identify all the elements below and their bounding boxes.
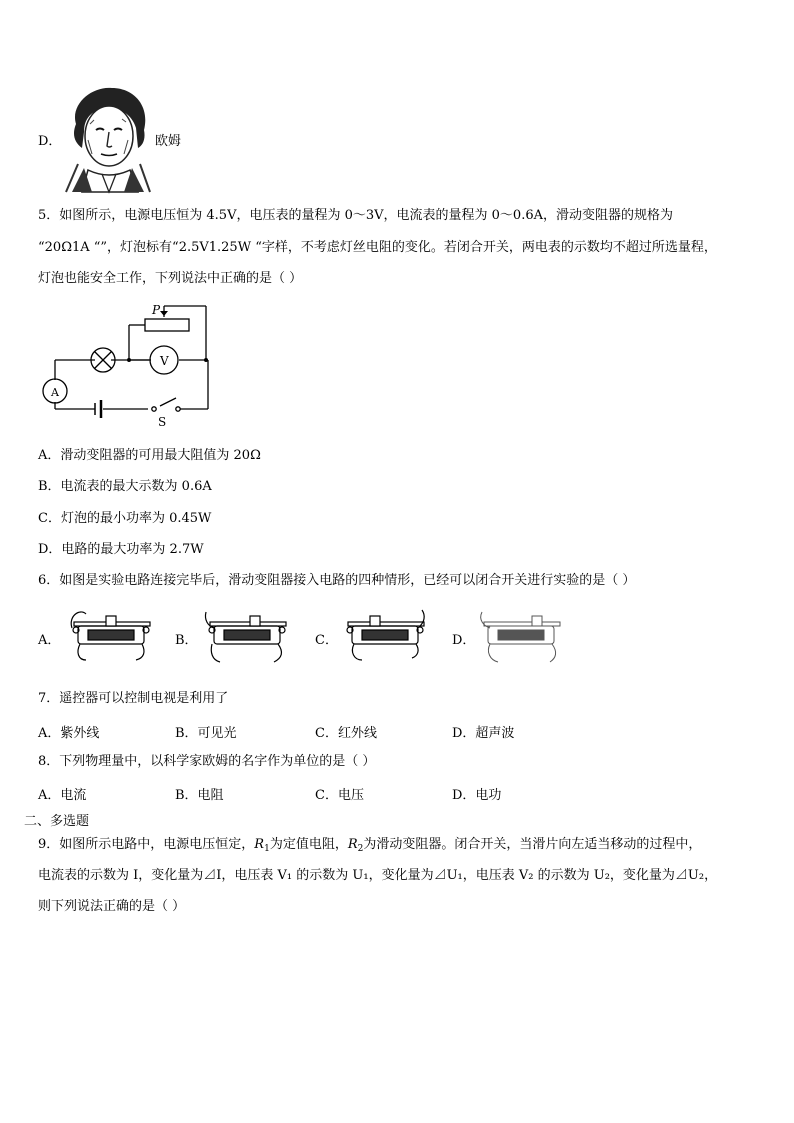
q8-option-d: D．电功 [452, 788, 502, 803]
q6-label-b: B． [175, 633, 198, 648]
rheostat-image-c [340, 606, 428, 664]
q5-option-a: A．滑动变阻器的可用最大阻值为 20Ω [38, 448, 261, 463]
q9-stem-line2: 电流表的示数为 I，变化量为⊿I，电压表 V₁ 的示数为 U₁，变化量为⊿U₁，电压表 V₂ 的示数为 U₂，变化量为⊿U₂， [38, 868, 718, 883]
section-heading: 二、多选题 [24, 814, 90, 829]
rheostat-image-b [202, 606, 290, 664]
q8-option-c: C．电压 [315, 788, 364, 803]
q4-option-d-letter: D． [38, 134, 62, 149]
q7-option-c: C．红外线 [315, 726, 377, 741]
q9-stem-line3: 则下列说法正确的是（ ） [38, 899, 186, 914]
q5-option-c: C．灯泡的最小功率为 0.45W [38, 511, 212, 526]
q8-option-a: A．电流 [38, 788, 87, 803]
q5-option-b: B．电流表的最大示数为 0.6A [38, 479, 212, 494]
q6-label-c: C． [315, 633, 338, 648]
q4-option-d-text: 欧姆 [155, 134, 182, 149]
rheostat-image-d [476, 606, 564, 664]
q7-stem: 7．遥控器可以控制电视是利用了 [38, 691, 229, 706]
circuit-label-v: V [160, 354, 169, 368]
q7-option-a: A．紫外线 [38, 726, 100, 741]
q9-stem-line1: 9．如图所示电路中，电源电压恒定，$R_1$为定值电阻，$R_2$为滑动变阻器。闭合开关，当滑片向左适当移动的过程中， [38, 837, 702, 854]
q8-option-b: B．电阻 [175, 788, 224, 803]
q6-stem: 6．如图是实验电路连接完毕后，滑动变阻器接入电路的四种情形，已经可以闭合开关进行实验的是（ ） [38, 573, 636, 588]
q7-option-d: D．超声波 [452, 726, 515, 741]
circuit-label-p: P [152, 303, 161, 317]
q5-stem-line1: 5．如图所示，电源电压恒为 4.5V，电压表的量程为 0～3V，电流表的量程为 0～0.6A，滑动变阻器的规格为 [38, 208, 673, 223]
portrait-image [62, 84, 154, 192]
q5-circuit-diagram [38, 302, 218, 429]
circuit-label-a: A [51, 386, 59, 399]
q7-option-b: B．可见光 [175, 726, 237, 741]
q6-label-d: D． [452, 633, 476, 648]
q8-stem: 8．下列物理量中，以科学家欧姆的名字作为单位的是（ ） [38, 754, 376, 769]
rheostat-image-a [66, 606, 154, 664]
circuit-label-s: S [158, 415, 167, 429]
q5-stem-line2: “20Ω1A “”，灯泡标有“2.5V1.25W “字样，不考虑灯丝电阻的变化。若闭合开关，两电表的示数均不超过所选量程， [38, 240, 717, 255]
q5-option-d: D．电路的最大功率为 2.7W [38, 542, 204, 557]
q6-label-a: A． [38, 633, 61, 648]
q5-stem-line3: 灯泡也能安全工作，下列说法中正确的是（ ） [38, 271, 303, 286]
